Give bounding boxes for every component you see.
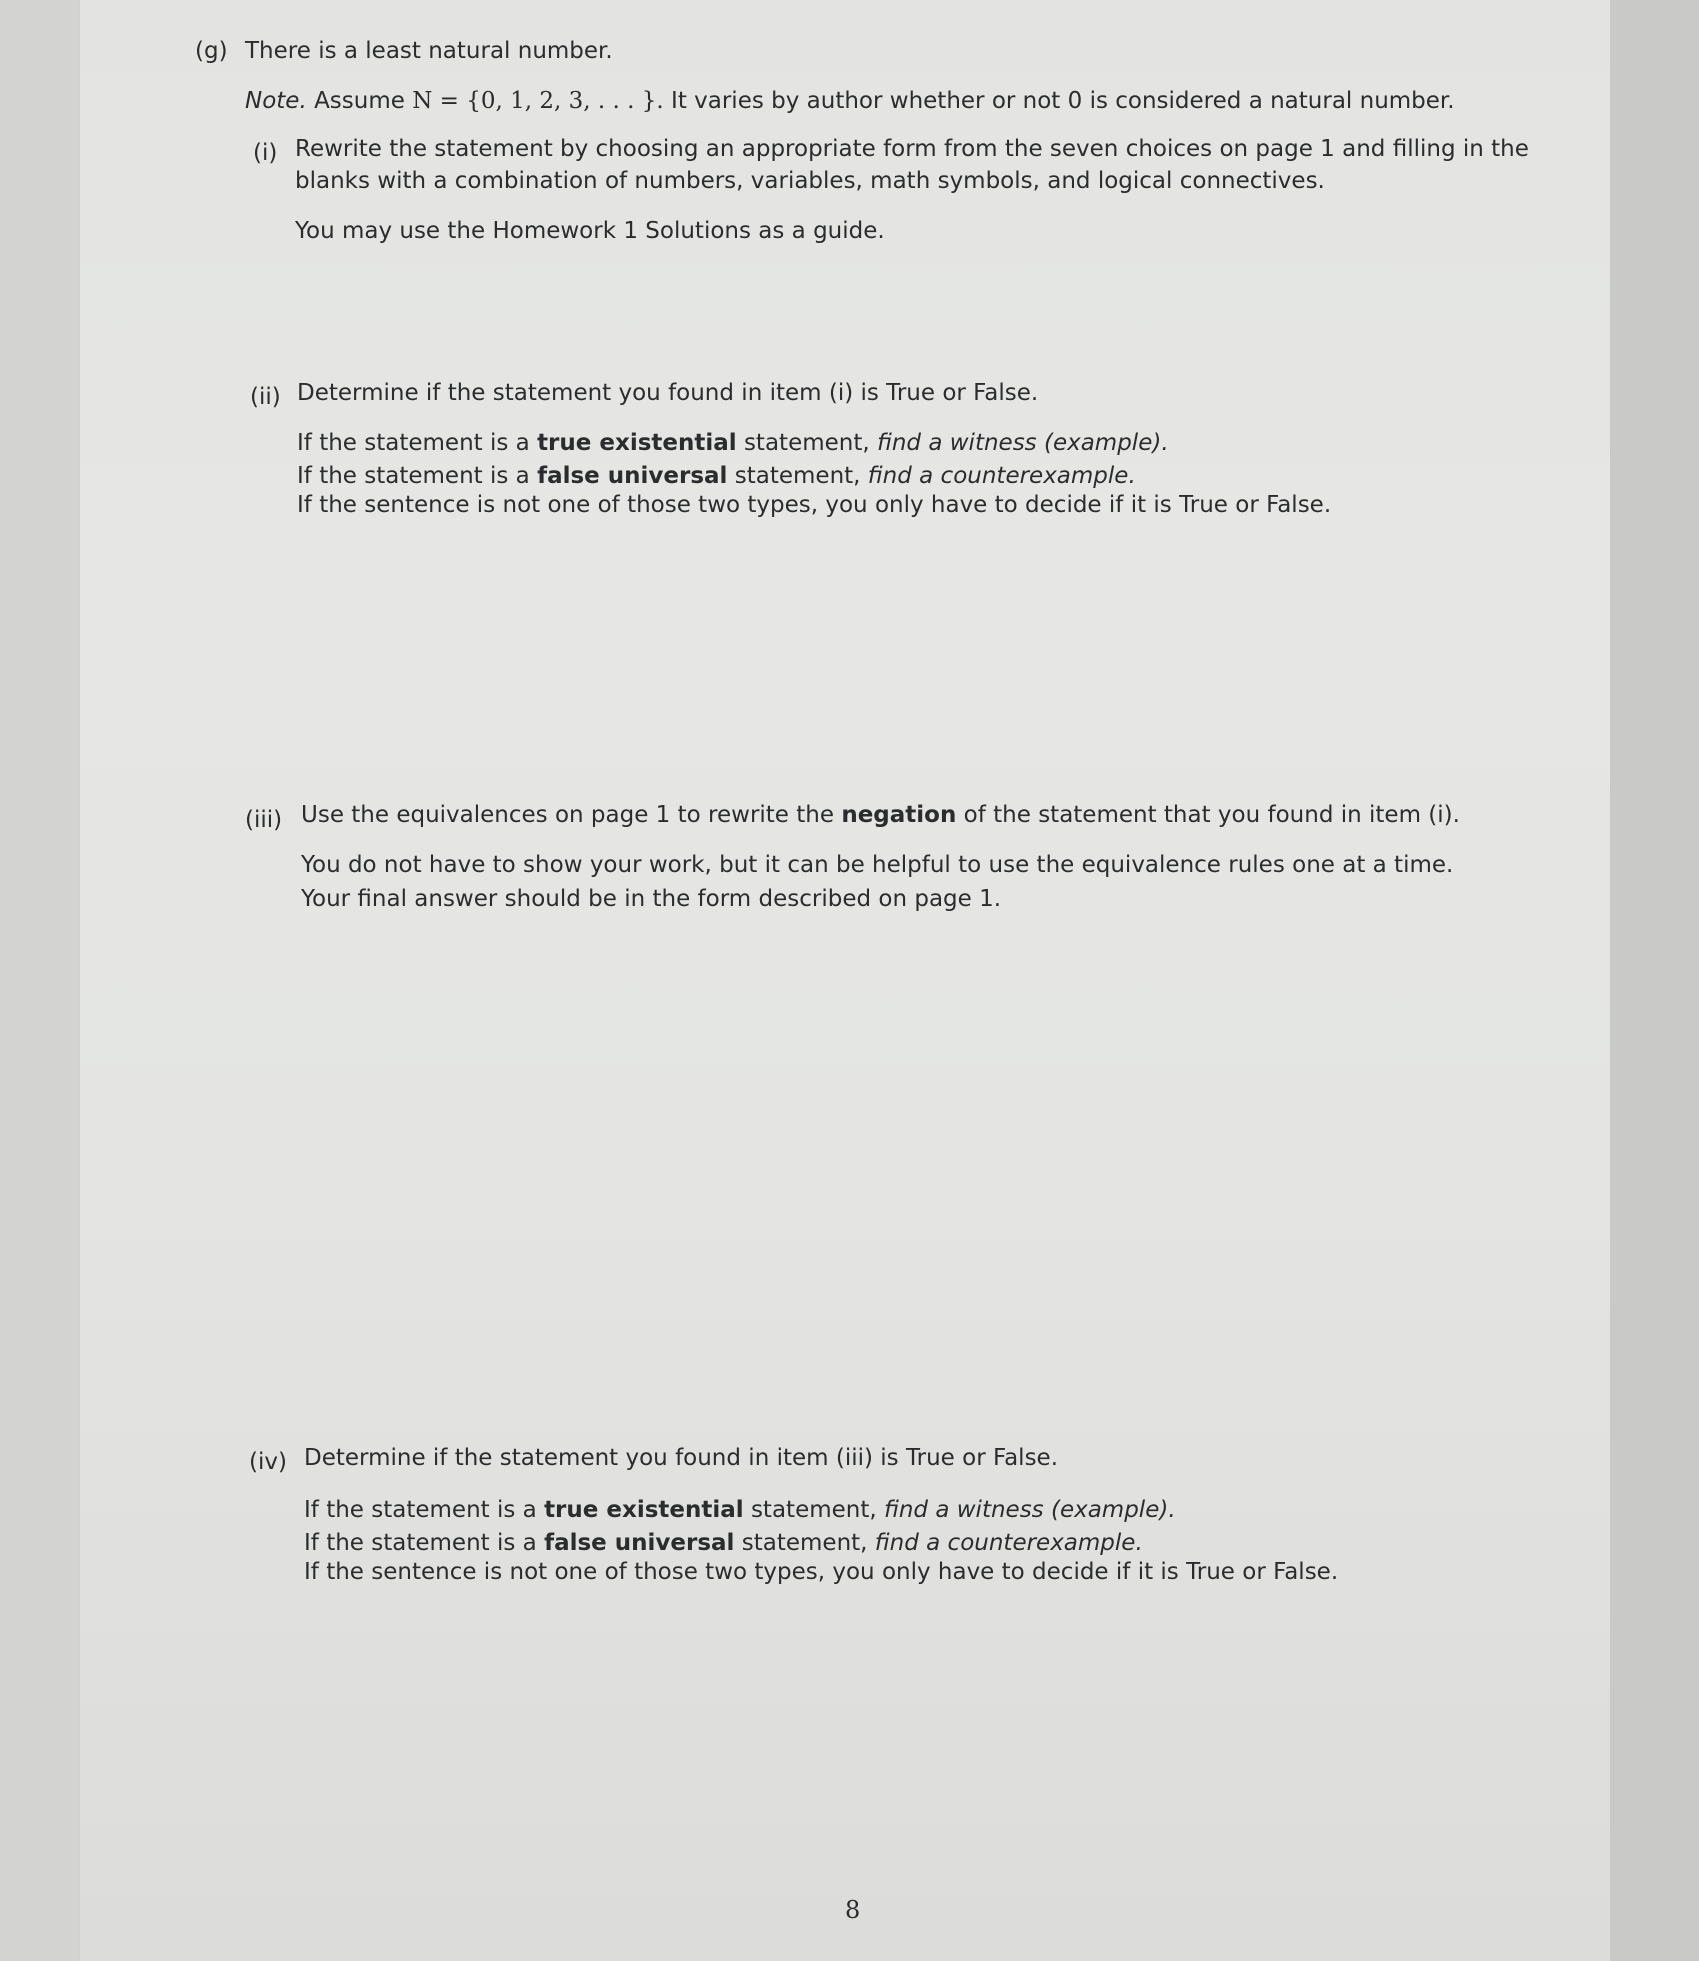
item-i-line3: You may use the Homework 1 Solutions as a guide. xyxy=(295,218,885,244)
note-math: N = {0, 1, 2, 3, . . . }. xyxy=(412,88,664,114)
item-i-line1: Rewrite the statement by choosing an appropriate form from the seven choices on page 1 and filling in the xyxy=(295,136,1529,162)
line-text: Use the equivalences on page 1 to rewrite the xyxy=(301,802,842,828)
item-ii-rule-false-universal xyxy=(297,461,1136,491)
item-iii-line3: Your final answer should be in the form described on page 1. xyxy=(301,886,1002,912)
rule-bold: false universal xyxy=(537,463,728,489)
part-g-note xyxy=(245,86,1455,116)
item-iii-line2: You do not have to show your work, but it can be helpful to use the equivalence rules one at a time. xyxy=(301,852,1454,878)
rule-text: statement, xyxy=(734,1530,875,1556)
rule-italic: find a witness (example). xyxy=(877,430,1169,456)
note-label: Note. xyxy=(245,88,307,114)
item-iv-line1: Determine if the statement you found in item (iii) is True or False. xyxy=(304,1445,1059,1471)
item-ii-line1: Determine if the statement you found in item (i) is True or False. xyxy=(297,380,1039,406)
item-iii-label: (iii) xyxy=(245,807,283,833)
item-ii-rule-other: If the sentence is not one of those two types, you only have to decide if it is True or False. xyxy=(297,492,1332,518)
item-ii-rule-true-existential xyxy=(297,428,1169,458)
rule-text: statement, xyxy=(727,463,868,489)
item-iv-rule-false-universal xyxy=(304,1528,1143,1558)
item-ii-label: (ii) xyxy=(250,384,281,410)
item-iv-rule-true-existential xyxy=(304,1495,1176,1525)
rule-text: If the statement is a xyxy=(297,430,538,456)
rule-bold: false universal xyxy=(544,1530,735,1556)
rule-text: statement, xyxy=(743,1497,884,1523)
note-pre: Assume xyxy=(306,88,413,114)
left-background xyxy=(0,0,80,1961)
rule-italic: find a witness (example). xyxy=(884,1497,1176,1523)
item-iv-label: (iv) xyxy=(249,1449,287,1475)
item-iii-line1 xyxy=(301,800,1460,830)
line-text: of the statement that you found in item (i). xyxy=(956,802,1460,828)
rule-bold: true existential xyxy=(544,1497,744,1523)
rule-text: statement, xyxy=(736,430,877,456)
note-post: It varies by author whether or not 0 is considered a natural number. xyxy=(663,88,1455,114)
right-background xyxy=(1610,0,1699,1961)
document-page xyxy=(80,0,1610,1961)
rule-text: If the statement is a xyxy=(304,1530,545,1556)
rule-bold: true existential xyxy=(537,430,737,456)
negation-bold: negation xyxy=(841,802,957,828)
part-g-statement: There is a least natural number. xyxy=(245,38,613,64)
item-i-line2: blanks with a combination of numbers, variables, math symbols, and logical connectives. xyxy=(295,168,1325,194)
item-i-label: (i) xyxy=(253,140,278,166)
rule-italic: find a counterexample. xyxy=(867,463,1136,489)
page-number: 8 xyxy=(845,1896,861,1924)
item-iv-rule-other: If the sentence is not one of those two types, you only have to decide if it is True or False. xyxy=(304,1559,1339,1585)
rule-text: If the statement is a xyxy=(297,463,538,489)
part-g-label: (g) xyxy=(195,38,228,64)
rule-text: If the statement is a xyxy=(304,1497,545,1523)
rule-italic: find a counterexample. xyxy=(874,1530,1143,1556)
